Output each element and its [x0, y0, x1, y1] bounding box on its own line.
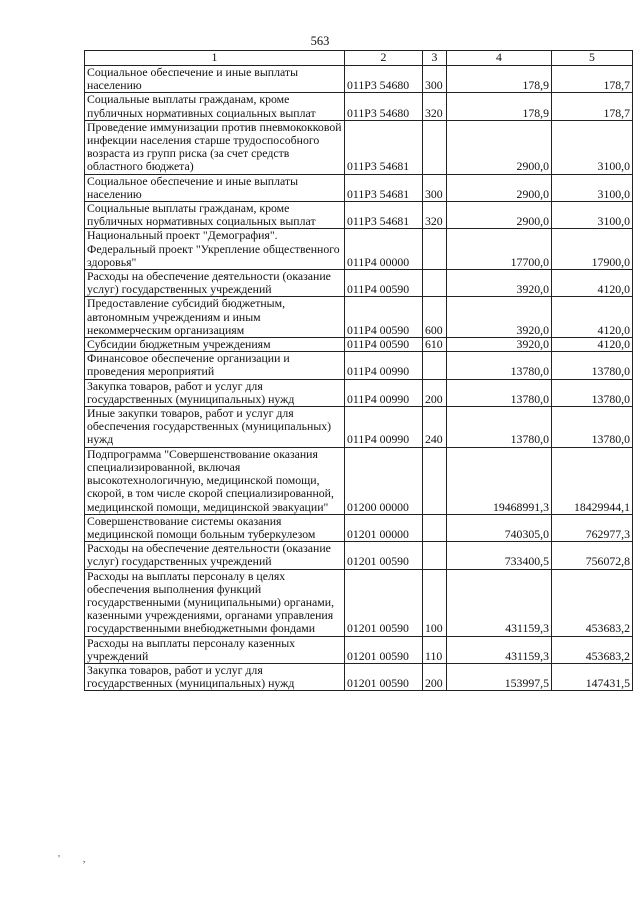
- row-code-cell: 01201 00590: [345, 569, 423, 636]
- table-row: [85, 407, 633, 448]
- row-amount-2-cell: 453683,2: [552, 569, 633, 636]
- row-amount-2-cell: 3100,0: [552, 174, 633, 201]
- row-amount-1-cell: 13780,0: [447, 407, 552, 448]
- row-code-cell: 011Р4 00590: [345, 270, 423, 297]
- row-amount-2-cell: 147431,5: [552, 663, 633, 690]
- row-amount-1-cell: 2900,0: [447, 120, 552, 174]
- row-amount-1-cell: 178,9: [447, 66, 552, 93]
- table-row: [85, 514, 633, 541]
- table-row: [85, 352, 633, 379]
- row-amount-1-cell: 178,9: [447, 93, 552, 120]
- row-amount-2-cell: 13780,0: [552, 407, 633, 448]
- row-amount-1-cell: 431159,3: [447, 636, 552, 663]
- row-name-cell: Предоставление субсидий бюджетным, автономным учреждениям и иным некоммерческим организациям: [85, 297, 345, 338]
- row-expense-type-cell: [423, 514, 447, 541]
- row-name-cell: Социальное обеспечение и иные выплаты населению: [85, 174, 345, 201]
- table-header-row: [85, 51, 633, 66]
- row-name-cell: Расходы на обеспечение деятельности (оказание услуг) государственных учреждений: [85, 542, 345, 569]
- header-col-5: 5: [552, 51, 633, 66]
- row-expense-type-cell: 320: [423, 93, 447, 120]
- row-name-cell: Подпрограмма "Совершенствование оказания специализированной, включая высокотехнологичную, медицинской помощи, скорой, в том числе скорой специализированной, медицинской помощи, медицинской эвакуации": [85, 447, 345, 514]
- row-expense-type-cell: [423, 447, 447, 514]
- row-expense-type-cell: [423, 229, 447, 270]
- row-name-cell: Расходы на выплаты персоналу в целях обеспечения выполнения функций государственными (муниципальными) органами, казенными учреждениями, органами управления государственными внебюджетными фондами: [85, 569, 345, 636]
- row-amount-1-cell: 3920,0: [447, 297, 552, 338]
- row-amount-2-cell: 3100,0: [552, 202, 633, 229]
- row-amount-2-cell: 178,7: [552, 66, 633, 93]
- row-amount-2-cell: 762977,3: [552, 514, 633, 541]
- row-name-cell: Иные закупки товаров, работ и услуг для обеспечения государственных (муниципальных) нужд: [85, 407, 345, 448]
- row-amount-1-cell: 3920,0: [447, 270, 552, 297]
- margin-marks: ' ,: [58, 853, 96, 865]
- row-amount-1-cell: 153997,5: [447, 663, 552, 690]
- row-expense-type-cell: 200: [423, 663, 447, 690]
- table-row: [85, 66, 633, 93]
- row-amount-2-cell: 4120,0: [552, 270, 633, 297]
- row-code-cell: 011Р3 54680: [345, 93, 423, 120]
- row-amount-1-cell: 740305,0: [447, 514, 552, 541]
- table-row: [85, 569, 633, 636]
- table-row: [85, 93, 633, 120]
- table-row: [85, 229, 633, 270]
- row-code-cell: 011Р4 00000: [345, 229, 423, 270]
- row-code-cell: 011Р4 00990: [345, 407, 423, 448]
- row-amount-2-cell: 756072,8: [552, 542, 633, 569]
- row-name-cell: Социальные выплаты гражданам, кроме публичных нормативных социальных выплат: [85, 93, 345, 120]
- row-code-cell: 011Р4 00990: [345, 379, 423, 406]
- row-amount-2-cell: 453683,2: [552, 636, 633, 663]
- row-name-cell: Социальное обеспечение и иные выплаты населению: [85, 66, 345, 93]
- row-code-cell: 011Р4 00990: [345, 352, 423, 379]
- row-amount-2-cell: 13780,0: [552, 352, 633, 379]
- row-name-cell: Расходы на выплаты персоналу казенных учреждений: [85, 636, 345, 663]
- row-code-cell: 011Р3 54681: [345, 174, 423, 201]
- row-amount-1-cell: 733400,5: [447, 542, 552, 569]
- row-name-cell: Субсидии бюджетным учреждениям: [85, 338, 345, 352]
- row-name-cell: Расходы на обеспечение деятельности (оказание услуг) государственных учреждений: [85, 270, 345, 297]
- row-amount-2-cell: 4120,0: [552, 297, 633, 338]
- row-amount-1-cell: 431159,3: [447, 569, 552, 636]
- row-name-cell: Национальный проект "Демография". Федеральный проект "Укрепление общественного здоровья": [85, 229, 345, 270]
- row-expense-type-cell: 300: [423, 174, 447, 201]
- header-col-2: 2: [345, 51, 423, 66]
- row-code-cell: 01200 00000: [345, 447, 423, 514]
- row-expense-type-cell: 110: [423, 636, 447, 663]
- row-code-cell: 011Р4 00590: [345, 297, 423, 338]
- row-amount-1-cell: 19468991,3: [447, 447, 552, 514]
- row-amount-1-cell: 13780,0: [447, 379, 552, 406]
- budget-table: [84, 50, 633, 691]
- row-amount-2-cell: 4120,0: [552, 338, 633, 352]
- page-number: 563: [310, 34, 330, 48]
- row-name-cell: Проведение иммунизации против пневмококковой инфекции населения старше трудоспособного возраста из групп риска (за счет средств областного бюджета): [85, 120, 345, 174]
- row-amount-1-cell: 2900,0: [447, 174, 552, 201]
- table-row: [85, 202, 633, 229]
- row-expense-type-cell: [423, 352, 447, 379]
- row-code-cell: 011Р3 54680: [345, 66, 423, 93]
- row-amount-2-cell: 18429944,1: [552, 447, 633, 514]
- table-row: [85, 447, 633, 514]
- row-expense-type-cell: 600: [423, 297, 447, 338]
- row-expense-type-cell: 240: [423, 407, 447, 448]
- row-code-cell: 011Р4 00590: [345, 338, 423, 352]
- row-amount-1-cell: 17700,0: [447, 229, 552, 270]
- table-row: [85, 270, 633, 297]
- row-expense-type-cell: [423, 542, 447, 569]
- row-code-cell: 01201 00590: [345, 636, 423, 663]
- row-name-cell: Финансовое обеспечение организации и проведения мероприятий: [85, 352, 345, 379]
- row-name-cell: Закупка товаров, работ и услуг для государственных (муниципальных) нужд: [85, 663, 345, 690]
- row-code-cell: 011Р3 54681: [345, 120, 423, 174]
- row-amount-2-cell: 13780,0: [552, 379, 633, 406]
- row-code-cell: 01201 00590: [345, 663, 423, 690]
- table-row: [85, 663, 633, 690]
- header-col-1: 1: [85, 51, 345, 66]
- table-row: [85, 379, 633, 406]
- row-code-cell: 01201 00590: [345, 542, 423, 569]
- row-code-cell: 01201 00000: [345, 514, 423, 541]
- table-row: [85, 636, 633, 663]
- table-row: [85, 120, 633, 174]
- row-expense-type-cell: 200: [423, 379, 447, 406]
- table-row: [85, 542, 633, 569]
- table-row: [85, 174, 633, 201]
- table-row: [85, 338, 633, 352]
- row-expense-type-cell: [423, 120, 447, 174]
- row-expense-type-cell: 100: [423, 569, 447, 636]
- row-amount-2-cell: 17900,0: [552, 229, 633, 270]
- row-expense-type-cell: 610: [423, 338, 447, 352]
- row-name-cell: Совершенствование системы оказания медицинской помощи больным туберкулезом: [85, 514, 345, 541]
- row-name-cell: Закупка товаров, работ и услуг для государственных (муниципальных) нужд: [85, 379, 345, 406]
- row-code-cell: 011Р3 54681: [345, 202, 423, 229]
- row-expense-type-cell: 300: [423, 66, 447, 93]
- header-col-3: 3: [423, 51, 447, 66]
- row-amount-1-cell: 2900,0: [447, 202, 552, 229]
- table-row: [85, 297, 633, 338]
- row-amount-2-cell: 3100,0: [552, 120, 633, 174]
- row-amount-1-cell: 13780,0: [447, 352, 552, 379]
- row-name-cell: Социальные выплаты гражданам, кроме публичных нормативных социальных выплат: [85, 202, 345, 229]
- row-expense-type-cell: 320: [423, 202, 447, 229]
- row-amount-2-cell: 178,7: [552, 93, 633, 120]
- row-expense-type-cell: [423, 270, 447, 297]
- table-body: [85, 66, 633, 691]
- header-col-4: 4: [447, 51, 552, 66]
- row-amount-1-cell: 3920,0: [447, 338, 552, 352]
